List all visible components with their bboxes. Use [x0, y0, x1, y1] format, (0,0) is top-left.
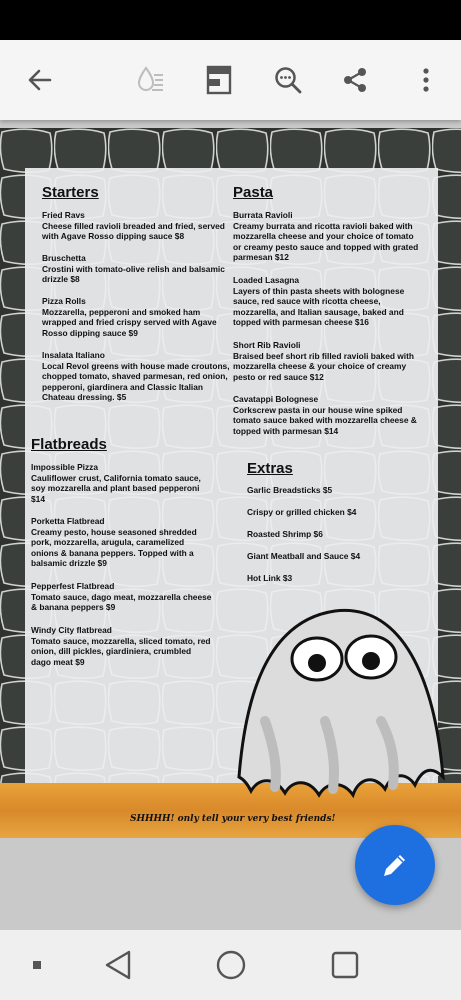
- search-icon: [273, 65, 303, 95]
- square-recents-icon: [330, 950, 360, 980]
- menu-item: Pizza Rolls Mozzarella, pepperoni and smoked ham wrapped and fried crispy served with Agave Rosso dipping sauce $9: [42, 296, 217, 338]
- document-viewer[interactable]: [0, 120, 461, 930]
- nav-recents-button[interactable]: [325, 945, 365, 985]
- menu-item: Cavatappi Bolognese Corkscrew pasta in our house wine spiked tomato sauce baked with mozzarella cheese & topped with parmesan $14: [233, 394, 417, 436]
- menu-item: Impossible Pizza Cauliflower crust, California tomato sauce, soy mozzarella and plant based pepperoni $14: [31, 462, 201, 504]
- menu-item: Fried Ravs Cheese filled ravioli breaded and fried, served with Agave Rosso dipping sauce $8: [42, 210, 225, 242]
- menu-item: Burrata Ravioli Creamy burrata and ricotta ravioli baked with mozzarella cheese and your choice of tomato or creamy pesto sauce and topped with grated parmesan $12: [233, 210, 419, 263]
- pasta-title: Pasta: [233, 184, 274, 201]
- extra-item: Roasted Shrimp $6: [247, 529, 323, 539]
- triangle-back-icon: [103, 949, 133, 981]
- menu-item: Pepperfest Flatbread Tomato sauce, dago meat, mozzarella cheese & banana peppers $9: [31, 581, 212, 613]
- toolbar: [0, 40, 461, 120]
- extra-item: Giant Meatball and Sauce $4: [247, 551, 361, 561]
- back-button[interactable]: [20, 60, 60, 100]
- menu-item: Bruschetta Crostini with tomato-olive relish and balsamic drizzle $8: [42, 253, 225, 285]
- menu-item: Loaded Lasagna Layers of thin pasta sheets with bolognese sauce, red sauce with ricotta cheese, mozzarella, and Italian sausage, baked and topped with parmesan cheese $16: [233, 275, 405, 328]
- reading-mode-icon: [134, 63, 168, 97]
- menu-page: [0, 128, 461, 838]
- ghost-illustration: [225, 581, 453, 821]
- reading-mode-button[interactable]: [131, 60, 171, 100]
- flatbreads-title: Flatbreads: [31, 436, 107, 453]
- edit-pencil-icon: [379, 849, 411, 881]
- extra-item: Crispy or grilled chicken $4: [247, 507, 357, 517]
- nav-back-button[interactable]: [98, 945, 138, 985]
- footer-note: SHHHH! only tell your very best friends!: [130, 814, 336, 824]
- menu-item: Short Rib Ravioli Braised beef short rib filled ravioli baked with mozzarella cheese & your choice of creamy pesto or red sauce $12: [233, 340, 415, 382]
- more-options-button[interactable]: [406, 60, 446, 100]
- edit-fab-button[interactable]: [355, 825, 435, 905]
- square-dot-icon: [31, 959, 43, 971]
- extra-item: Hot Link $3: [247, 573, 293, 583]
- extra-item: Garlic Breadsticks $5: [247, 485, 333, 495]
- menu-item: Insalata Italiano Local Revol greens with house made croutons, chopped tomato, shaved parmesan, red onion, pepperoni, giardinera and Classic Italian Chateau dressing. $5: [42, 350, 230, 403]
- share-button[interactable]: [335, 60, 375, 100]
- nav-dot-button[interactable]: [17, 945, 57, 985]
- page-layout-button[interactable]: [199, 60, 239, 100]
- circle-home-icon: [215, 949, 247, 981]
- extras-title: Extras: [247, 460, 293, 477]
- more-vert-icon: [421, 66, 431, 94]
- status-bar: [0, 0, 461, 40]
- search-button[interactable]: [268, 60, 308, 100]
- system-nav-bar: [0, 930, 461, 1000]
- back-arrow-icon: [26, 66, 54, 94]
- share-icon: [341, 66, 369, 94]
- page-layout-icon: [206, 65, 232, 95]
- nav-home-button[interactable]: [211, 945, 251, 985]
- starters-title: Starters: [42, 184, 99, 201]
- menu-item: Porketta Flatbread Creamy pesto, house seasoned shredded pork, mozzarella, arugula, caramelized onions & banana peppers. Topped with a balsamic drizzle $9: [31, 516, 197, 569]
- menu-item: Windy City flatbread Tomato sauce, mozzarella, sliced tomato, red onion, dill pickles, giardiniera, crumbled dago meat $9: [31, 625, 211, 667]
